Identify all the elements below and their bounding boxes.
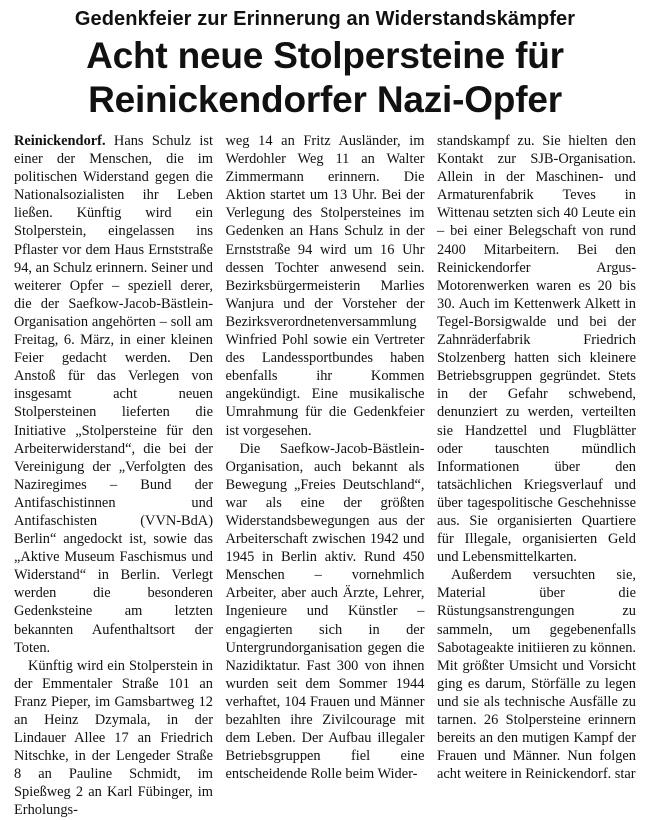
article-column-2 — [225, 132, 425, 783]
article-body — [14, 132, 637, 819]
article-paragraph: Künftig wird ein Stolperstein in der Emmentaler Straße 101 an Franz Pieper, im Gamsbartweg 12 an Heinz Dzymala, in der Lindauer Allee 17 an Friedrich Nitschke, in der Lengeder Straße 8 an Pauline Schmidt, im Spießweg 2 an Karl Fübinger, im Erholungs- — [14, 657, 213, 819]
article-kicker: Gedenkfeier zur Erinnerung an Widerstandskämpfer — [74, 8, 576, 30]
article-column-3 — [437, 132, 637, 783]
paragraph-text: Hans Schulz ist einer der Menschen, die im politischen Widerstand gegen die Nationalsozialisten ihr Leben ließen. Künftig wird ein Stolperstein, eingelassen ins Pflaster vor dem Haus Ernststraße 94, an Schulz erinnern. Seiner und weiterer Opfer – speziell derer, die der Saefkow-Jacob-Bästlein-Organisation angehörten – soll am Freitag, 6. März, in einer kleinen Feier gedacht werden. Den Anstoß für das Verlegen von insgesamt acht neuen Stolpersteinen lieferten die Initiative „Stolpersteine für den Arbeiterwiderstand“, die bei der Vereinigung der „Verfolgten des Naziregimes – Bund der Antifaschistinnen und Antifaschisten (VVN-BdA) Berlin“ angedockt ist, sowie das „Aktive Museum Faschismus und Widerstand“ in Berlin. Verlegt werden die besonderen Gedenksteine am letzten bekannten Aufenthaltsort der Toten. — [14, 133, 213, 656]
article-paragraph: Außerdem versuchten sie, Material über die Rüstungsanstrengungen zu sammeln, um gegebenenfalls Sabotageakte initiieren zu können. Mit größter Umsicht und Vorsicht ging es darum, Störfälle zu legen und sie als technische Ausfälle zu tarnen. 26 Stolpersteine erinnern bereits an den mutigen Kampf der Frauen und Männer. Nun folgen acht weitere in Reinickendorf. star — [437, 567, 637, 783]
article-paragraph: weg 14 an Fritz Ausländer, im Werdohler Weg 11 an Walter Zimmermann erinnern. Die Aktion startet um 13 Uhr. Bei der Verlegung des Stolpersteines im Gedenken an Hans Schulz in der Ernststraße 94 wird um 16 Uhr dessen Tochter anwesend sein. Bezirksbürgermeisterin Marlies Wanjura und der Vorsteher der Bezirksverordnetenversammlung Winfried Pohl sowie ein Vertreter des Landessportbundes haben ebenfalls ihr Kommen angekündigt. Eine musikalische Umrahmung für die Gedenkfeier ist vorgesehen. — [225, 133, 425, 439]
article-dateline: Reinickendorf. — [14, 133, 106, 149]
article-headline: Acht neue Stolpersteine für Reinickendorfer Nazi-Opfer — [86, 35, 564, 120]
article-paragraph: Die Saefkow-Jacob-Bästlein-Organisation, auch bekannt als Bewegung „Freies Deutschland“, war als eine der größten Widerstandsbewegungen aus der Arbeiterschaft zwischen 1942 und 1945 in Berlin aktiv. Rund 450 Menschen – vornehmlich Arbeiter, aber auch Ärzte, Lehrer, Ingenieure und Künstler – engagierten sich in der Untergrundorganisation gegen die Nazidiktatur. Fast 300 von ihnen wurden seit dem Sommer 1944 verhaftet, 104 Frauen und Männer bezahlten ihre Zivilcourage mit dem Leben. Der Aufbau illegaler Betriebsgruppen fiel eine entscheidende Rolle beim Wider- — [225, 440, 425, 783]
article-column-1 — [14, 132, 213, 819]
article-paragraph — [14, 132, 213, 657]
article-paragraph: standskampf zu. Sie hielten den Kontakt zur SJB-Organisation. Allein in der Maschinen- und Armaturenfabrik Teves in Wittenau setzten sich 40 Leute ein – bei einer Belegschaft von rund 2400 Mitarbeitern. Bei den Reinickendorfer Argus-Motorenwerken waren es 20 bis 30. Auch im Kettenwerk Alkett in Tegel-Borsigwalde und bei der Zahnräderfabrik Friedrich Stolzenberg hatten sich kleinere Betriebsgruppen gegründet. Stets in der Gefahr schwebend, denunziert zu werden, verteilten sie Handzettel und Flugblätter oder tauschten mündlich Informationen über den tatsächlichen Kriegsverlauf und über tagespolitische Geschehnisse aus. Sie organisierten Quartiere für Illegale, organisierten Geld und Lebensmittelkarten. — [437, 133, 636, 566]
